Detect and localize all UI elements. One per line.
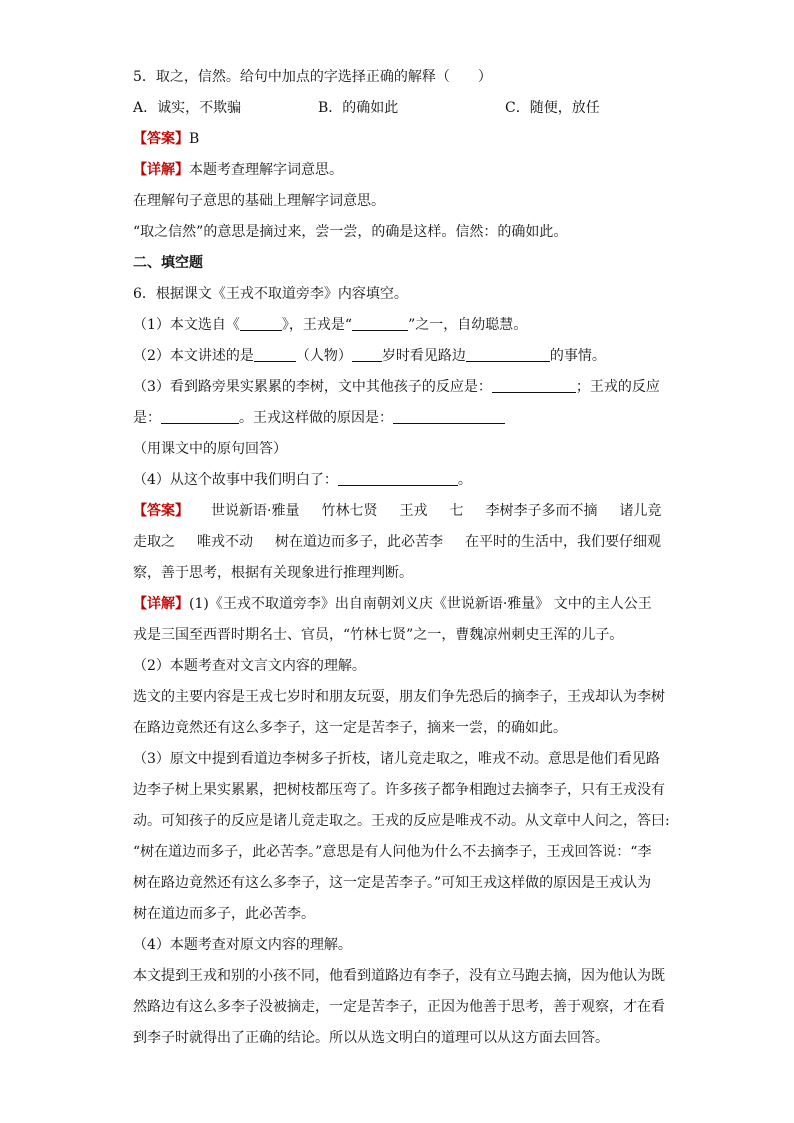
q6-sub1-text-a: （1）本文选自《 [133, 317, 240, 333]
q6-sub1-text-c: ”之一，自幼聪慧。 [408, 317, 528, 333]
q5-options [133, 93, 663, 124]
q6-answer-line-2 [133, 527, 663, 558]
detail-line: 树在道边而多子，此必苦李。 [133, 906, 315, 922]
q5-stem: 5．取之，信然。给句中加点的字选择正确的解释（ ） [133, 69, 492, 85]
q6-sub4-text-a: （4）从这个故事中我们明白了： [133, 472, 338, 488]
q6-sub2-text-b: （人物） [295, 348, 352, 364]
q5-detail-line-2: 在理解句子意思的基础上理解字词意思。 [133, 193, 385, 209]
document-page [133, 62, 670, 1054]
q5-detail-text: 本题考查理解字词意思。 [189, 162, 343, 178]
q6-sub3 [133, 372, 663, 403]
q6-sub2-text-a: （2）本文讲述的是 [133, 348, 254, 364]
answer-item: 王戎 [399, 503, 428, 519]
q6-sub4 [133, 465, 663, 496]
answer-item: 竹林七贤 [321, 503, 378, 519]
q6-sub3-cont [133, 403, 663, 434]
answer-tag: 【答案】 [133, 503, 189, 519]
detail-line: 然路边有这么多李子没被摘走，一定是苦李子，正因为他善于思考，善于观察，才在看 [133, 999, 665, 1015]
detail-text: (1)《王戎不取道旁李》出自南朝刘义庆《世说新语·雅量》 文中的主人公王 [189, 596, 652, 612]
blank-group[interactable] [352, 314, 408, 331]
q5-option-a: A．诚实，不欺骗 [133, 100, 242, 116]
detail-line: 动。可知孩子的反应是诸儿竞走取之。王戎的反应是唯戎不动。从文章中人问之，答曰: [133, 813, 670, 829]
q6-detail-1 [133, 589, 663, 620]
q5-option-c: C．随便，放任 [505, 100, 600, 116]
q6-sub3-text-a: （3）看到路旁果实累累的李树，文中其他孩子的反应是： [133, 379, 492, 395]
q6-sub3-text-d: 。王戎这样做的原因是： [239, 410, 393, 426]
detail-line: 选文的主要内容是王戎七岁时和朋友玩耍，朋友们争先恐后的摘李子，王戎却认为李树 [133, 689, 665, 705]
blank-person[interactable] [254, 345, 296, 362]
answer-item: 树在道边而多子，此必苦李 [275, 534, 443, 550]
answer-item: 七 [449, 503, 464, 519]
blank-wangrong-reaction[interactable] [161, 407, 239, 424]
blank-age[interactable] [352, 345, 382, 362]
answer-item: 唯戎不动 [197, 534, 253, 550]
detail-line: 边李子树上果实累累，把树枝都压弯了。许多孩子都争相跑过去摘李子，只有王戎没有 [133, 782, 665, 798]
q5-option-b: B．的确如此 [318, 100, 399, 116]
detail-line: 本文提到王戎和别的小孩不同，他看到道路边有李子，没有立马跑去摘，因为他认为既 [133, 968, 665, 984]
q6-sub2-text-d: 的事情。 [549, 348, 606, 364]
answer-tag: 【答案】 [133, 131, 189, 147]
q6-stem: 6．根据课文《王戎不取道旁李》内容填空。 [133, 286, 408, 302]
blank-event[interactable] [466, 345, 550, 362]
q6-sub2-text-c: 岁时看见路边 [381, 348, 466, 364]
detail-line: 到李子时就得出了正确的结论。所以从选文明白的道理可以从这方面去回答。 [133, 1030, 609, 1046]
q6-sub3-text-b: ；王戎的反应 [575, 379, 660, 395]
detail-line: 树在路边竟然还有这么多李子，这一定是苦李子。”可知王戎这样做的原因是王戎认为 [133, 875, 652, 891]
answer-item: 李树李子多而不摘 [485, 503, 598, 519]
detail-line: 在路边竟然还有这么多李子，这一定是苦李子，摘来一尝，的确如此。 [133, 720, 567, 736]
blank-lesson[interactable] [338, 469, 458, 486]
answer-item: 在平时的生活中，我们要仔细观 [465, 534, 661, 550]
q6-sub1-text-b: 》，王戎是“ [281, 317, 353, 333]
section-title: 二、填空题 [133, 255, 203, 271]
q5-answer [133, 124, 663, 155]
answer-item: 走取之 [133, 534, 175, 550]
blank-others-reaction[interactable] [492, 376, 576, 393]
detail-line: （2）本题考查对文言文内容的理解。 [133, 658, 366, 674]
detail-tag: 【详解】 [133, 162, 189, 178]
q6-sub2 [133, 341, 663, 372]
q6-sub3-text-c: 是： [133, 410, 161, 426]
detail-line: （4）本题考查对原文内容的理解。 [133, 937, 352, 953]
q6-sub1 [133, 310, 663, 341]
q6-sub3-note: （用课文中的原句回答） [133, 441, 287, 457]
q6-sub4-text-b: 。 [457, 472, 472, 488]
detail-tag: 【详解】 [133, 596, 189, 612]
blank-source[interactable] [240, 314, 282, 331]
q5-detail-line-3: “取之信然”的意思是摘过来，尝一尝，的确是这样。信然：的确如此。 [133, 224, 568, 240]
detail-line: “树在道边而多子，此必苦李。”意思是有人问他为什么不去摘李子，王戎回答说：“李 [133, 844, 652, 860]
answer-item: 世说新语·雅量 [211, 503, 300, 519]
blank-reason[interactable] [393, 407, 505, 424]
q6-answer-line-3: 察，善于思考，根据有关现象进行推理判断。 [133, 565, 413, 581]
q6-answer-line-1 [133, 496, 663, 527]
answer-item: 诸儿竞 [619, 503, 662, 519]
q5-detail [133, 155, 663, 186]
detail-line: （3）原文中提到看道边李树多子折枝，诸儿竞走取之，唯戎不动。意思是他们看见路 [133, 751, 660, 767]
detail-line: 戎是三国至西晋时期名士、官员，“竹林七贤”之一，曹魏凉州刺史王浑的儿子。 [133, 627, 624, 643]
q5-answer-value: B [189, 131, 200, 147]
